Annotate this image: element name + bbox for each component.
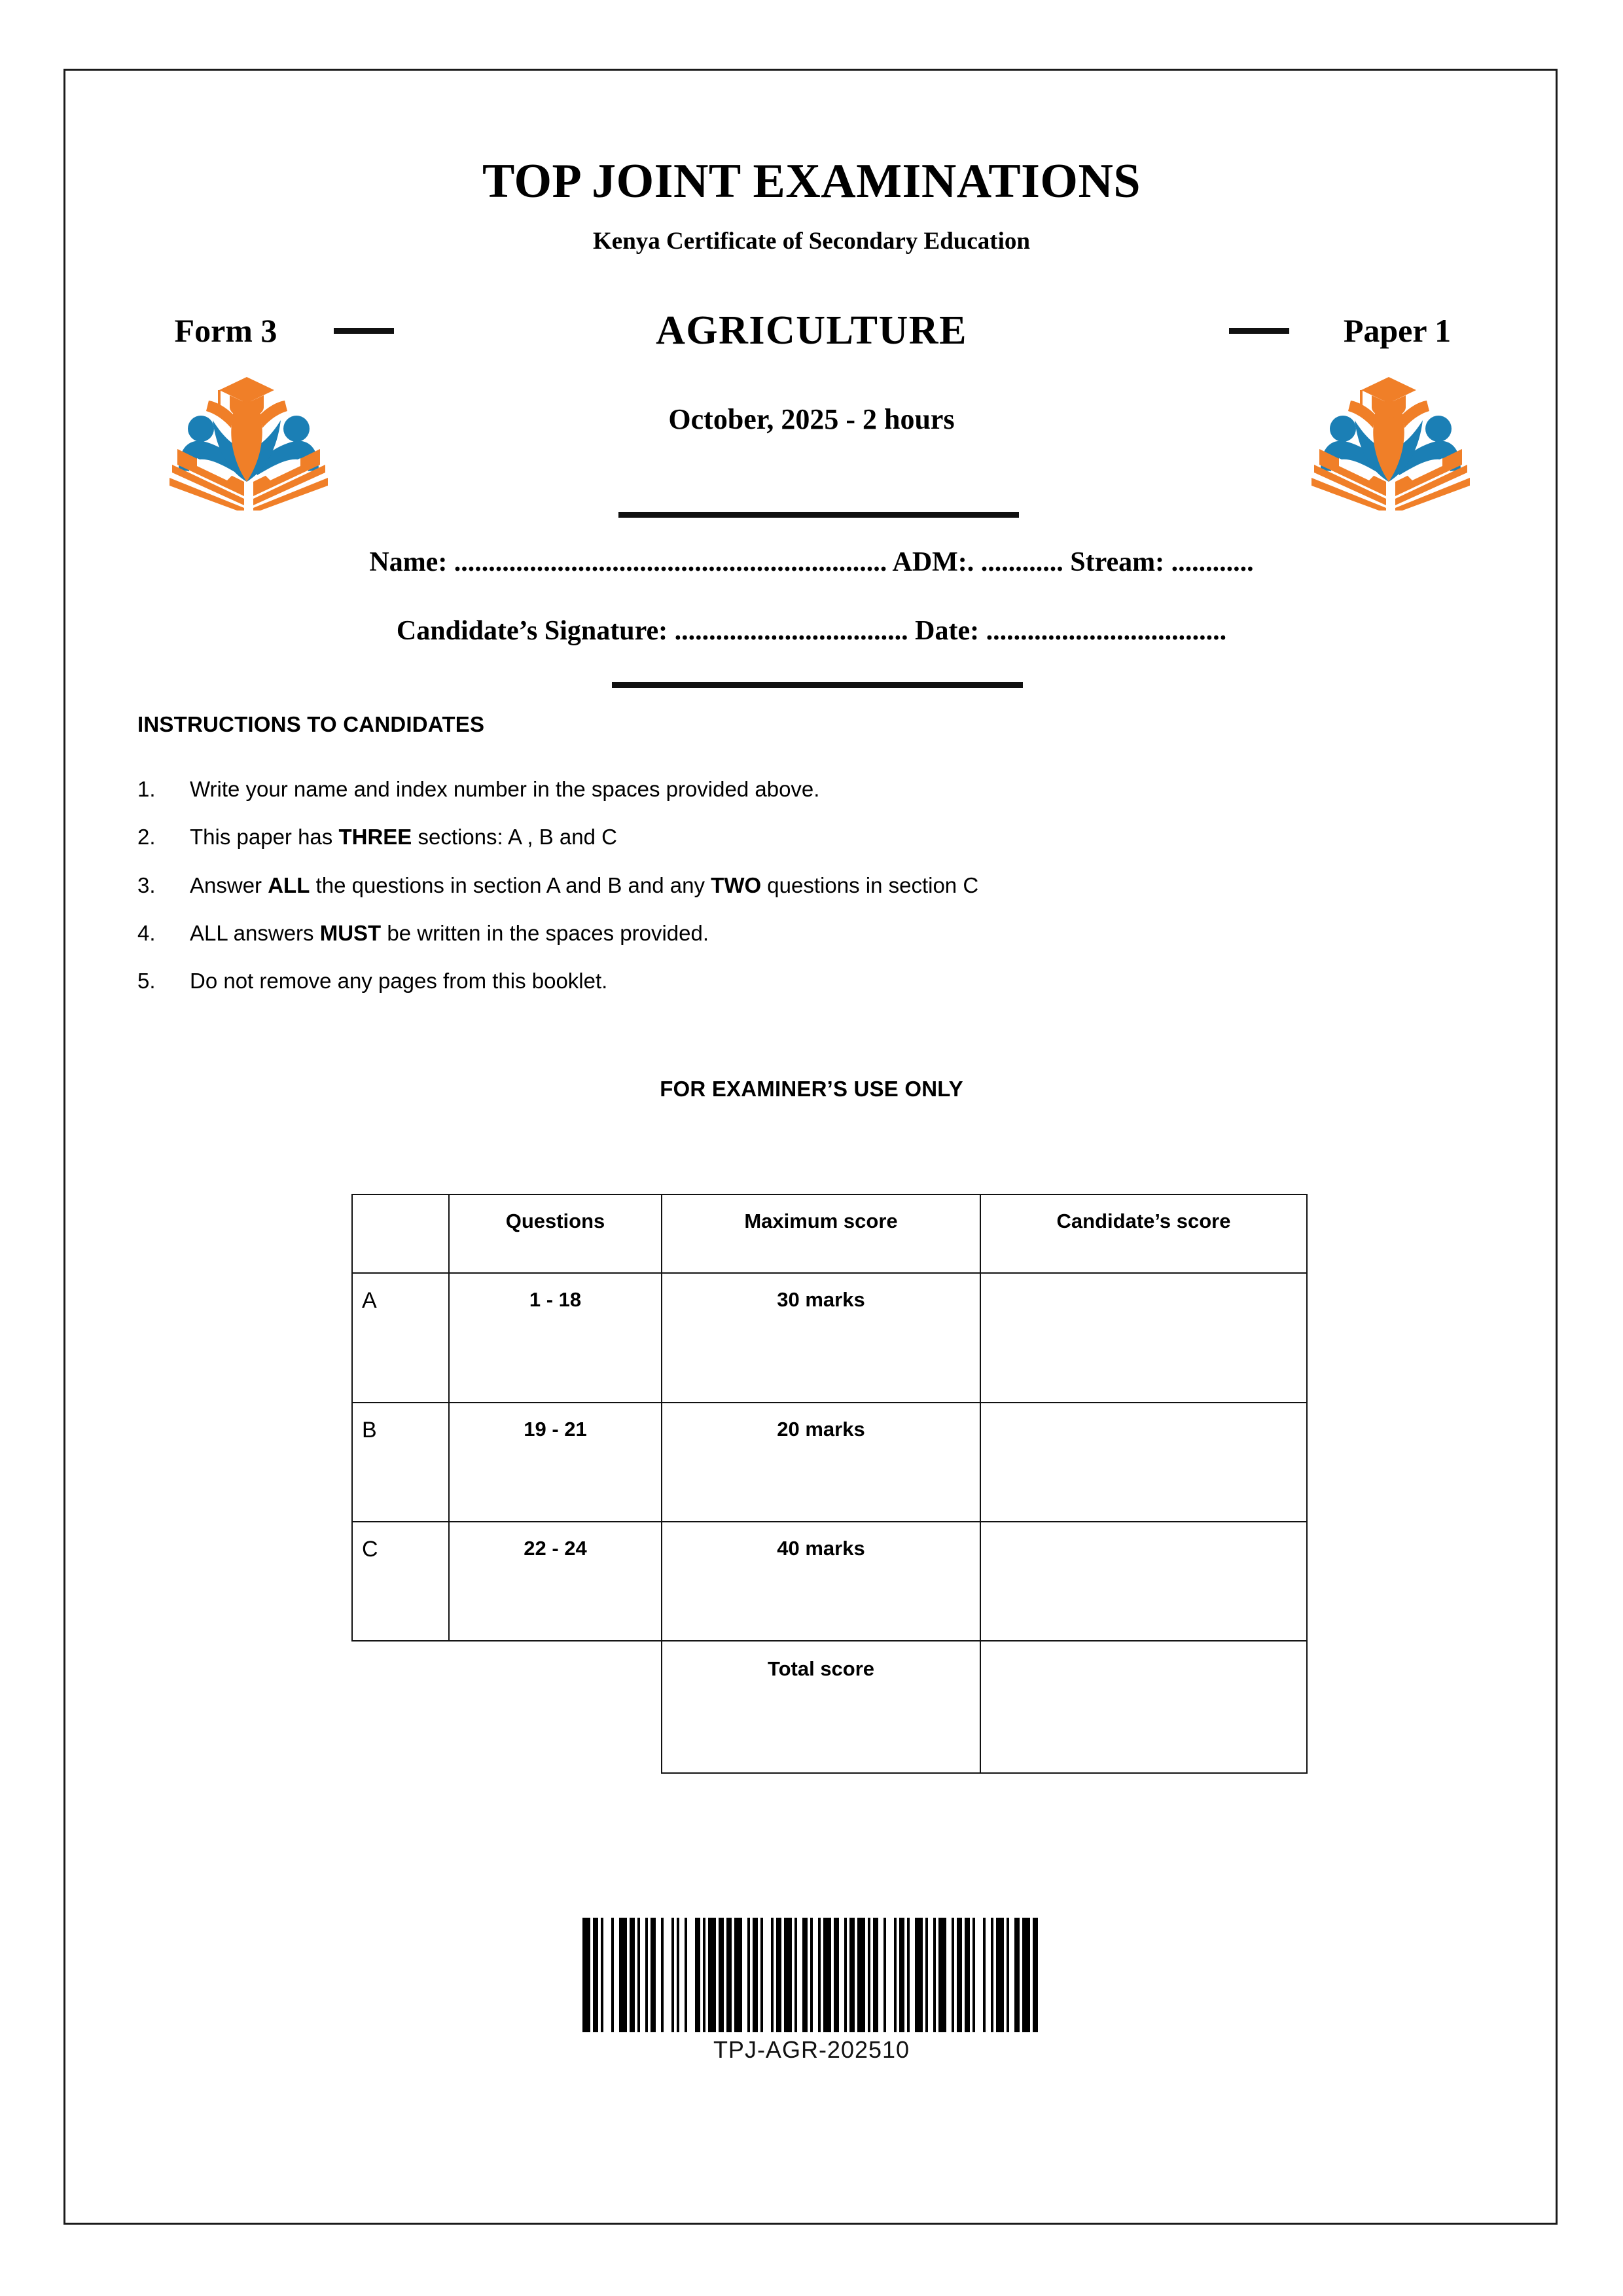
list-item-text: Write your name and index number in the spaces provided above. [190, 777, 820, 801]
table-total-blank-2 [449, 1641, 662, 1773]
list-item-text-post: be written in the spaces provided. [381, 920, 709, 945]
list-item-text: This paper has [190, 825, 339, 850]
section-label: A [362, 1288, 377, 1313]
barcode-bar [873, 1918, 878, 2032]
barcode-bar [849, 1918, 855, 2032]
list-item-text: ALL answers [190, 920, 320, 945]
list-item-text: Answer [190, 872, 268, 897]
barcode-space [603, 1918, 611, 2032]
barcode-bar [734, 1918, 742, 2032]
list-item [137, 776, 1381, 802]
barcode-bar [753, 1918, 758, 2032]
barcode-bar [938, 1918, 946, 2032]
list-item-number: 3. [137, 872, 156, 897]
table-cell-section [352, 1522, 449, 1641]
barcode-space [679, 1918, 685, 2032]
list-item-text-post: the questions in section A and B and any [310, 872, 711, 897]
barcode-bar [708, 1918, 716, 2032]
barcode-bar [823, 1918, 831, 2032]
barcode-space [928, 1918, 933, 2032]
table-header-blank-label [353, 1195, 448, 1210]
instructions-heading: INSTRUCTIONS TO CANDIDATES [137, 712, 485, 736]
barcode-space [1009, 1918, 1014, 2032]
maximum-score-value: 20 marks [777, 1418, 865, 1441]
questions-range: 22 - 24 [524, 1537, 587, 1560]
table-cell-questions [449, 1403, 662, 1522]
divider-rule-top [618, 512, 1019, 518]
table-row [352, 1273, 1307, 1403]
list-item-number: 2. [137, 825, 156, 850]
date-duration-label: October, 2025 - 2 hours [668, 403, 955, 435]
table-cell-questions [449, 1273, 662, 1403]
table-header-candidate-score [980, 1194, 1307, 1273]
barcode-bar [965, 1918, 970, 2032]
barcode-bar [915, 1918, 923, 2032]
list-item [137, 823, 1381, 850]
table-cell-total-label [662, 1641, 980, 1773]
barcode-bar [1033, 1918, 1038, 2032]
barcode-bar [834, 1918, 839, 2032]
barcode-space [910, 1918, 915, 2032]
table-cell-questions [449, 1522, 662, 1641]
table-cell-total-value[interactable] [980, 1641, 1307, 1773]
list-item-number: 1. [137, 777, 156, 801]
list-item-text-post: sections: A , B and C [412, 825, 617, 850]
table-header-maximum-score-label: Maximum score [744, 1210, 898, 1232]
barcode-bar [582, 1918, 590, 2032]
list-item [137, 872, 1381, 899]
subject-row [118, 304, 1505, 357]
table-cell-candidate-score[interactable] [980, 1522, 1307, 1641]
exam-title: TOP JOINT EXAMINATIONS [482, 154, 1141, 208]
dash-rule-left [334, 328, 394, 334]
table-cell-maximum-score [662, 1273, 980, 1403]
barcode-block [582, 1918, 1041, 2064]
barcode-bar [719, 1918, 724, 2032]
barcode-space [975, 1918, 983, 2032]
barcode-space [656, 1918, 661, 2032]
list-item-emphasis-2: TWO [711, 872, 762, 897]
instructions-list [137, 776, 1381, 1015]
list-item [137, 920, 1381, 946]
subject-name: AGRICULTURE [656, 308, 967, 353]
barcode-space [839, 1918, 844, 2032]
paper-label: Paper 1 [1343, 312, 1452, 349]
graduation-book-logo-icon [167, 360, 330, 511]
list-item [137, 967, 1381, 994]
barcode-image [582, 1918, 1041, 2032]
form-label: Form 3 [174, 312, 277, 349]
total-score-value [981, 1641, 1306, 1657]
table-cell-section [352, 1403, 449, 1522]
barcode-space [742, 1918, 747, 2032]
list-item-emphasis: THREE [338, 825, 412, 850]
exam-subtitle: Kenya Certificate of Secondary Education [593, 228, 1030, 255]
total-score-label: Total score [767, 1657, 875, 1680]
barcode-bar [996, 1918, 1004, 2032]
section-label: B [362, 1418, 377, 1443]
graduation-book-logo-icon-right [1309, 360, 1472, 511]
barcode-space [763, 1918, 771, 2032]
list-item-text: Do not remove any pages from this booklet. [190, 969, 608, 993]
dash-rule-right [1229, 328, 1289, 334]
barcode-bar [726, 1918, 732, 2032]
candidate-name-line[interactable]: Name: ............................................................... ADM:. ............ Stream: ............ [369, 547, 1254, 577]
list-item-text-post-2: questions in section C [761, 872, 979, 897]
table-cell-maximum-score [662, 1522, 980, 1641]
barcode-label: TPJ-AGR-202510 [713, 2036, 910, 2063]
list-item-number: 4. [137, 920, 156, 945]
table-header-candidate-score-label: Candidate’s score [1056, 1210, 1231, 1232]
barcode-space [687, 1918, 695, 2032]
table-cell-candidate-score[interactable] [980, 1403, 1307, 1522]
table-header-maximum-score [662, 1194, 980, 1273]
barcode-space [614, 1918, 619, 2032]
barcode-space [986, 1918, 991, 2032]
table-cell-section [352, 1273, 449, 1403]
barcode-space [1038, 1918, 1041, 2032]
table-header-row [352, 1194, 1307, 1273]
list-item-emphasis: ALL [268, 872, 310, 897]
barcode-space [946, 1918, 952, 2032]
barcode-bar [802, 1918, 808, 2032]
barcode-space [797, 1918, 802, 2032]
barcode-bar [857, 1918, 865, 2032]
divider-rule-bottom [612, 682, 1023, 688]
barcode-bar [899, 1918, 904, 2032]
barcode-bar [784, 1918, 792, 2032]
examiner-use-heading: FOR EXAMINER’S USE ONLY [660, 1077, 963, 1101]
barcode-space [886, 1918, 894, 2032]
maximum-score-value: 30 marks [777, 1288, 865, 1311]
barcode-space [813, 1918, 818, 2032]
candidate-score-value [981, 1403, 1306, 1418]
barcode-bar [630, 1918, 635, 2032]
examiner-score-table [351, 1194, 1308, 1774]
questions-range: 19 - 21 [524, 1418, 587, 1441]
table-header-questions [449, 1194, 662, 1273]
table-cell-candidate-score[interactable] [980, 1273, 1307, 1403]
section-label: C [362, 1537, 378, 1562]
list-item-number: 5. [137, 969, 156, 993]
maximum-score-value: 40 marks [777, 1537, 865, 1560]
table-cell-maximum-score [662, 1403, 980, 1522]
barcode-bar [1014, 1918, 1020, 2032]
candidate-signature-line[interactable]: Candidate’s Signature: .................................. Date: ................................... [396, 616, 1227, 646]
barcode-bar [776, 1918, 781, 2032]
table-row [352, 1522, 1307, 1641]
barcode-bar [593, 1918, 598, 2032]
list-item-emphasis: MUST [319, 920, 382, 945]
questions-range: 1 - 18 [529, 1288, 582, 1311]
table-row [352, 1403, 1307, 1522]
table-header-blank [352, 1194, 449, 1273]
barcode-space [878, 1918, 883, 2032]
barcode-bar [695, 1918, 700, 2032]
barcode-space [664, 1918, 671, 2032]
barcode-bar [957, 1918, 962, 2032]
barcode-bar [619, 1918, 627, 2032]
barcode-space [640, 1918, 645, 2032]
barcode-bar [651, 1918, 656, 2032]
table-header-questions-label: Questions [505, 1210, 605, 1232]
table-total-row [352, 1641, 1307, 1773]
candidate-score-value [981, 1522, 1306, 1537]
barcode-bar [1022, 1918, 1030, 2032]
table-total-blank-1 [352, 1641, 449, 1773]
candidate-score-value [981, 1274, 1306, 1288]
